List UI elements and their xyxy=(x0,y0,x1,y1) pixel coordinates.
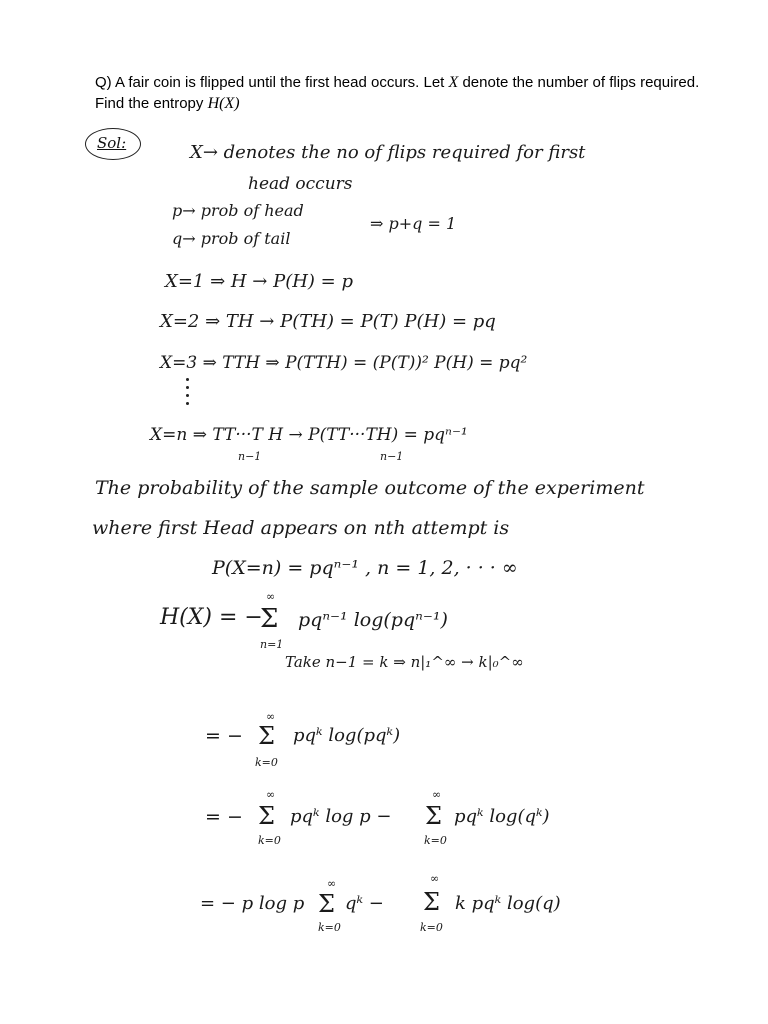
variable-x: X xyxy=(448,74,459,91)
line-x-equals-2: X=2 ⇒ TH → P(TH) = P(T) P(H) = pq xyxy=(160,311,496,332)
step2-lhs: = − xyxy=(205,806,243,828)
sum-lower-k0: k=0 xyxy=(255,756,278,769)
sum-sigma-4: Σ xyxy=(425,802,442,830)
line-x-equals-n: X=n ⇒ TT···T H → P(TT···TH) = pqⁿ⁻¹ xyxy=(150,425,468,445)
solution-badge xyxy=(85,128,141,160)
sum-sigma-2: Σ xyxy=(258,722,275,750)
sum-upper-infinity-6: ∞ xyxy=(430,872,440,885)
entropy-rhs: pqⁿ⁻¹ log(pqⁿ⁻¹) xyxy=(298,609,448,631)
vertical-ellipsis xyxy=(186,378,190,410)
solution-label: Sol: xyxy=(97,134,127,152)
underbrace-count-right: n−1 xyxy=(380,450,404,463)
question-middle: denote the number of flips required. Find the entropy xyxy=(95,74,700,112)
entropy-symbol: H(X) xyxy=(207,95,240,112)
sum-lower-k0-2: k=0 xyxy=(258,834,281,847)
line-p-plus-q: ⇒ p+q = 1 xyxy=(370,214,457,233)
underbrace-count-left: n−1 xyxy=(238,450,262,463)
sum-sigma-6: Σ xyxy=(423,888,440,916)
line-substitution: Take n−1 = k ⇒ n|₁^∞ → k|₀^∞ xyxy=(285,653,524,671)
line-pmf: P(X=n) = pqⁿ⁻¹ , n = 1, 2, · · · ∞ xyxy=(212,557,518,579)
line-x-equals-3: X=3 ⇒ TTH ⇒ P(TTH) = (P(T))² P(H) = pq² xyxy=(160,353,528,373)
sum-upper-infinity-2: ∞ xyxy=(266,710,276,723)
line-probability-statement: The probability of the sample outcome of the experiment xyxy=(95,477,645,499)
sum-upper-infinity-5: ∞ xyxy=(327,877,337,890)
question-prefix: Q) A fair coin is flipped until the first head occurs. Let xyxy=(95,74,449,91)
sum-lower-k0-4: k=0 xyxy=(318,921,341,934)
sum-sigma-5: Σ xyxy=(318,890,335,918)
question-text xyxy=(95,72,725,114)
sum-sigma-1: Σ xyxy=(260,604,279,634)
step1-lhs: = − xyxy=(205,725,243,747)
sum-lower-k0-5: k=0 xyxy=(420,921,443,934)
step3-lhs: = − p log p xyxy=(200,893,305,914)
line-first-head-attempt: where first Head appears on nth attempt is xyxy=(92,517,510,539)
line-prob-tail: q→ prob of tail xyxy=(172,229,291,248)
line-x-definition: X→ denotes the no of flips required for first xyxy=(190,142,586,163)
step3-mid: qᵏ − xyxy=(345,893,384,914)
step2-rhs: pqᵏ log(qᵏ) xyxy=(454,806,550,827)
sum-upper-infinity: ∞ xyxy=(266,590,276,603)
entropy-lhs: H(X) = − xyxy=(160,605,263,630)
step3-rhs: k pqᵏ log(q) xyxy=(455,893,561,914)
line-head-occurs: head occurs xyxy=(248,174,353,194)
step1-rhs: pqᵏ log(pqᵏ) xyxy=(293,725,401,746)
line-prob-head: p→ prob of head xyxy=(172,201,304,220)
sum-lower-k0-3: k=0 xyxy=(424,834,447,847)
sum-upper-infinity-4: ∞ xyxy=(432,788,442,801)
sum-sigma-3: Σ xyxy=(258,802,275,830)
sum-upper-infinity-3: ∞ xyxy=(266,788,276,801)
sum-lower-n1: n=1 xyxy=(260,638,284,651)
step2-mid: pqᵏ log p − xyxy=(290,806,392,827)
line-x-equals-1: X=1 ⇒ H → P(H) = p xyxy=(165,271,353,292)
